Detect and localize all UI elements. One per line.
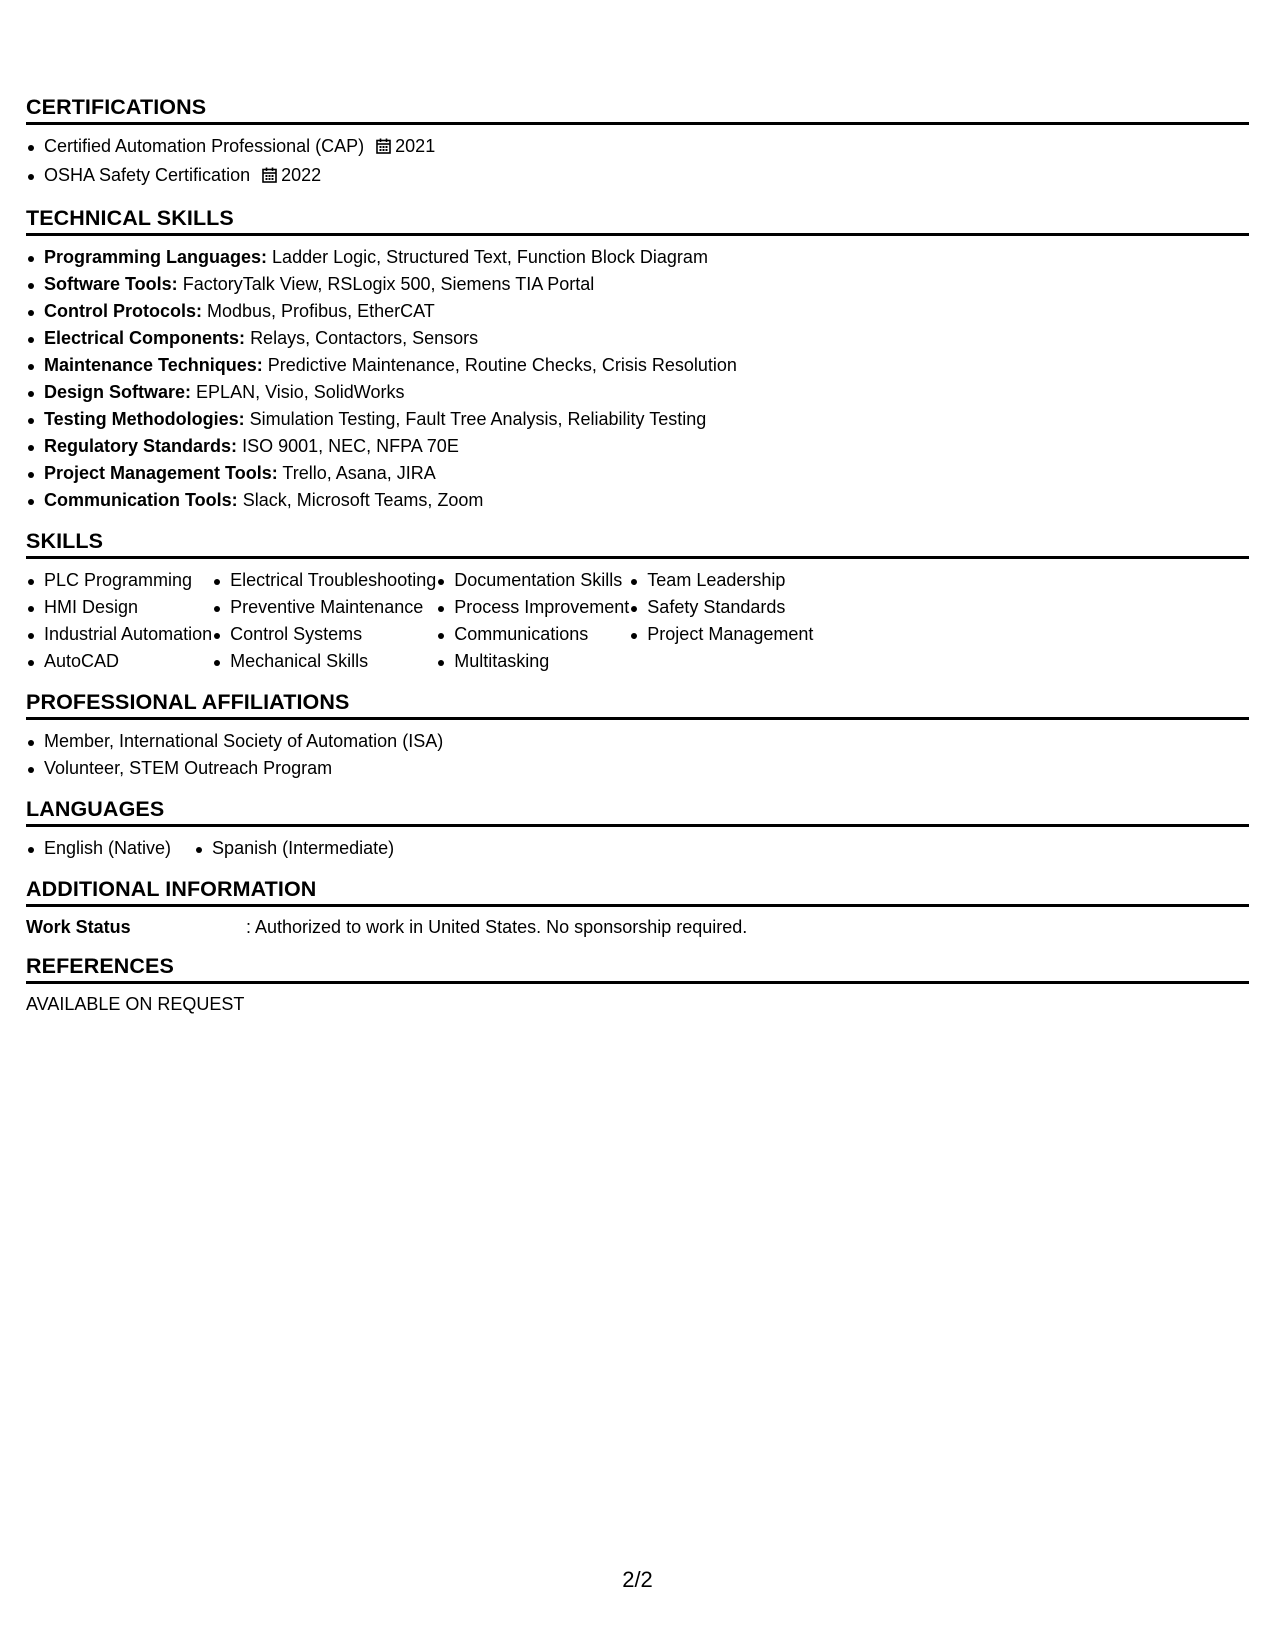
- additional-info-section: [26, 876, 1249, 939]
- list-item: [26, 162, 1249, 191]
- skill-category: Design Software:: [44, 382, 192, 402]
- skill-values: Relays, Contactors, Sensors: [250, 328, 479, 348]
- skill-category: Testing Methodologies:: [44, 409, 245, 429]
- certifications-section: [26, 94, 1249, 191]
- list-item: [26, 244, 1249, 271]
- calendar-icon: [262, 164, 277, 191]
- list-item: PLC Programming: [26, 567, 212, 594]
- list-item: [26, 325, 1249, 352]
- list-item: [26, 406, 1249, 433]
- list-item: [26, 487, 1249, 514]
- list-item: Documentation Skills: [436, 567, 629, 594]
- list-item: Mechanical Skills: [212, 648, 436, 675]
- section-divider: [26, 904, 1249, 907]
- skills-section: [26, 528, 1249, 675]
- skill-values: EPLAN, Visio, SolidWorks: [196, 382, 405, 402]
- skills-column: [436, 567, 629, 675]
- work-status-label: Work Status: [26, 917, 131, 937]
- list-item: Process Improvement: [436, 594, 629, 621]
- list-item: [26, 352, 1249, 379]
- list-item: HMI Design: [26, 594, 212, 621]
- list-item: [26, 271, 1249, 298]
- list-item: Spanish (Intermediate): [194, 835, 394, 862]
- section-title: REFERENCES: [26, 954, 174, 978]
- skills-column: [212, 567, 436, 675]
- technical-skills-list: [26, 244, 1249, 514]
- references-text: AVAILABLE ON REQUEST: [26, 994, 245, 1014]
- list-item: Project Management: [629, 621, 813, 648]
- section-divider: [26, 717, 1249, 720]
- languages-list: [26, 835, 1249, 862]
- skill-category: Maintenance Techniques:: [44, 355, 263, 375]
- section-title: LANGUAGES: [26, 797, 165, 821]
- skill-category: Control Protocols:: [44, 301, 202, 321]
- section-divider: [26, 981, 1249, 984]
- skill-values: FactoryTalk View, RSLogix 500, Siemens TIA Portal: [182, 274, 595, 294]
- languages-section: [26, 796, 1249, 862]
- section-divider: [26, 824, 1249, 827]
- section-title: PROFESSIONAL AFFILIATIONS: [26, 690, 350, 714]
- page-number: 2/2: [622, 1567, 653, 1592]
- skills-grid: [26, 567, 1249, 675]
- section-divider: [26, 556, 1249, 559]
- skill-category: Project Management Tools:: [44, 463, 278, 483]
- section-title: ADDITIONAL INFORMATION: [26, 877, 317, 901]
- affiliations-list: [26, 728, 1249, 782]
- skill-values: Ladder Logic, Structured Text, Function Block Diagram: [272, 247, 708, 267]
- list-item: Multitasking: [436, 648, 629, 675]
- section-title: SKILLS: [26, 529, 104, 553]
- list-item: English (Native): [26, 835, 171, 862]
- skill-category: Regulatory Standards:: [44, 436, 238, 456]
- skill-values: Trello, Asana, JIRA: [282, 463, 436, 483]
- resume-page: [26, 94, 1249, 1016]
- list-item: Communications: [436, 621, 629, 648]
- skill-category: Software Tools:: [44, 274, 178, 294]
- skill-values: Predictive Maintenance, Routine Checks, Crisis Resolution: [267, 355, 737, 375]
- calendar-icon: [376, 135, 391, 162]
- list-item: Electrical Troubleshooting: [212, 567, 436, 594]
- list-item: AutoCAD: [26, 648, 212, 675]
- work-status-value: : Authorized to work in United States. No sponsorship required.: [246, 917, 748, 937]
- list-item: [26, 133, 1249, 162]
- list-item: [26, 433, 1249, 460]
- certifications-list: [26, 133, 1249, 191]
- skill-category: Electrical Components:: [44, 328, 246, 348]
- section-divider: [26, 233, 1249, 236]
- list-item: Volunteer, STEM Outreach Program: [26, 755, 1249, 782]
- certification-name: OSHA Safety Certification: [44, 165, 251, 185]
- technical-skills-section: [26, 205, 1249, 514]
- list-item: Preventive Maintenance: [212, 594, 436, 621]
- list-item: [26, 460, 1249, 487]
- work-status-row: [26, 915, 1249, 939]
- certification-name: Certified Automation Professional (CAP): [44, 136, 365, 156]
- list-item: Team Leadership: [629, 567, 813, 594]
- skill-category: Programming Languages:: [44, 247, 268, 267]
- list-item: Safety Standards: [629, 594, 813, 621]
- certification-year: 2021: [395, 136, 436, 156]
- section-title: CERTIFICATIONS: [26, 95, 207, 119]
- list-item: [26, 379, 1249, 406]
- skill-values: Slack, Microsoft Teams, Zoom: [242, 490, 484, 510]
- list-item: [26, 298, 1249, 325]
- skill-category: Communication Tools:: [44, 490, 238, 510]
- references-section: [26, 953, 1249, 1016]
- section-divider: [26, 122, 1249, 125]
- skill-values: ISO 9001, NEC, NFPA 70E: [242, 436, 459, 456]
- skills-column: [629, 567, 813, 675]
- affiliations-section: [26, 689, 1249, 782]
- section-title: TECHNICAL SKILLS: [26, 206, 234, 230]
- list-item: Member, International Society of Automation (ISA): [26, 728, 1249, 755]
- skill-values: Simulation Testing, Fault Tree Analysis, Reliability Testing: [249, 409, 707, 429]
- skill-values: Modbus, Profibus, EtherCAT: [207, 301, 435, 321]
- list-item: Control Systems: [212, 621, 436, 648]
- skills-column: [26, 567, 212, 675]
- certification-year: 2022: [281, 165, 322, 185]
- list-item: Industrial Automation: [26, 621, 212, 648]
